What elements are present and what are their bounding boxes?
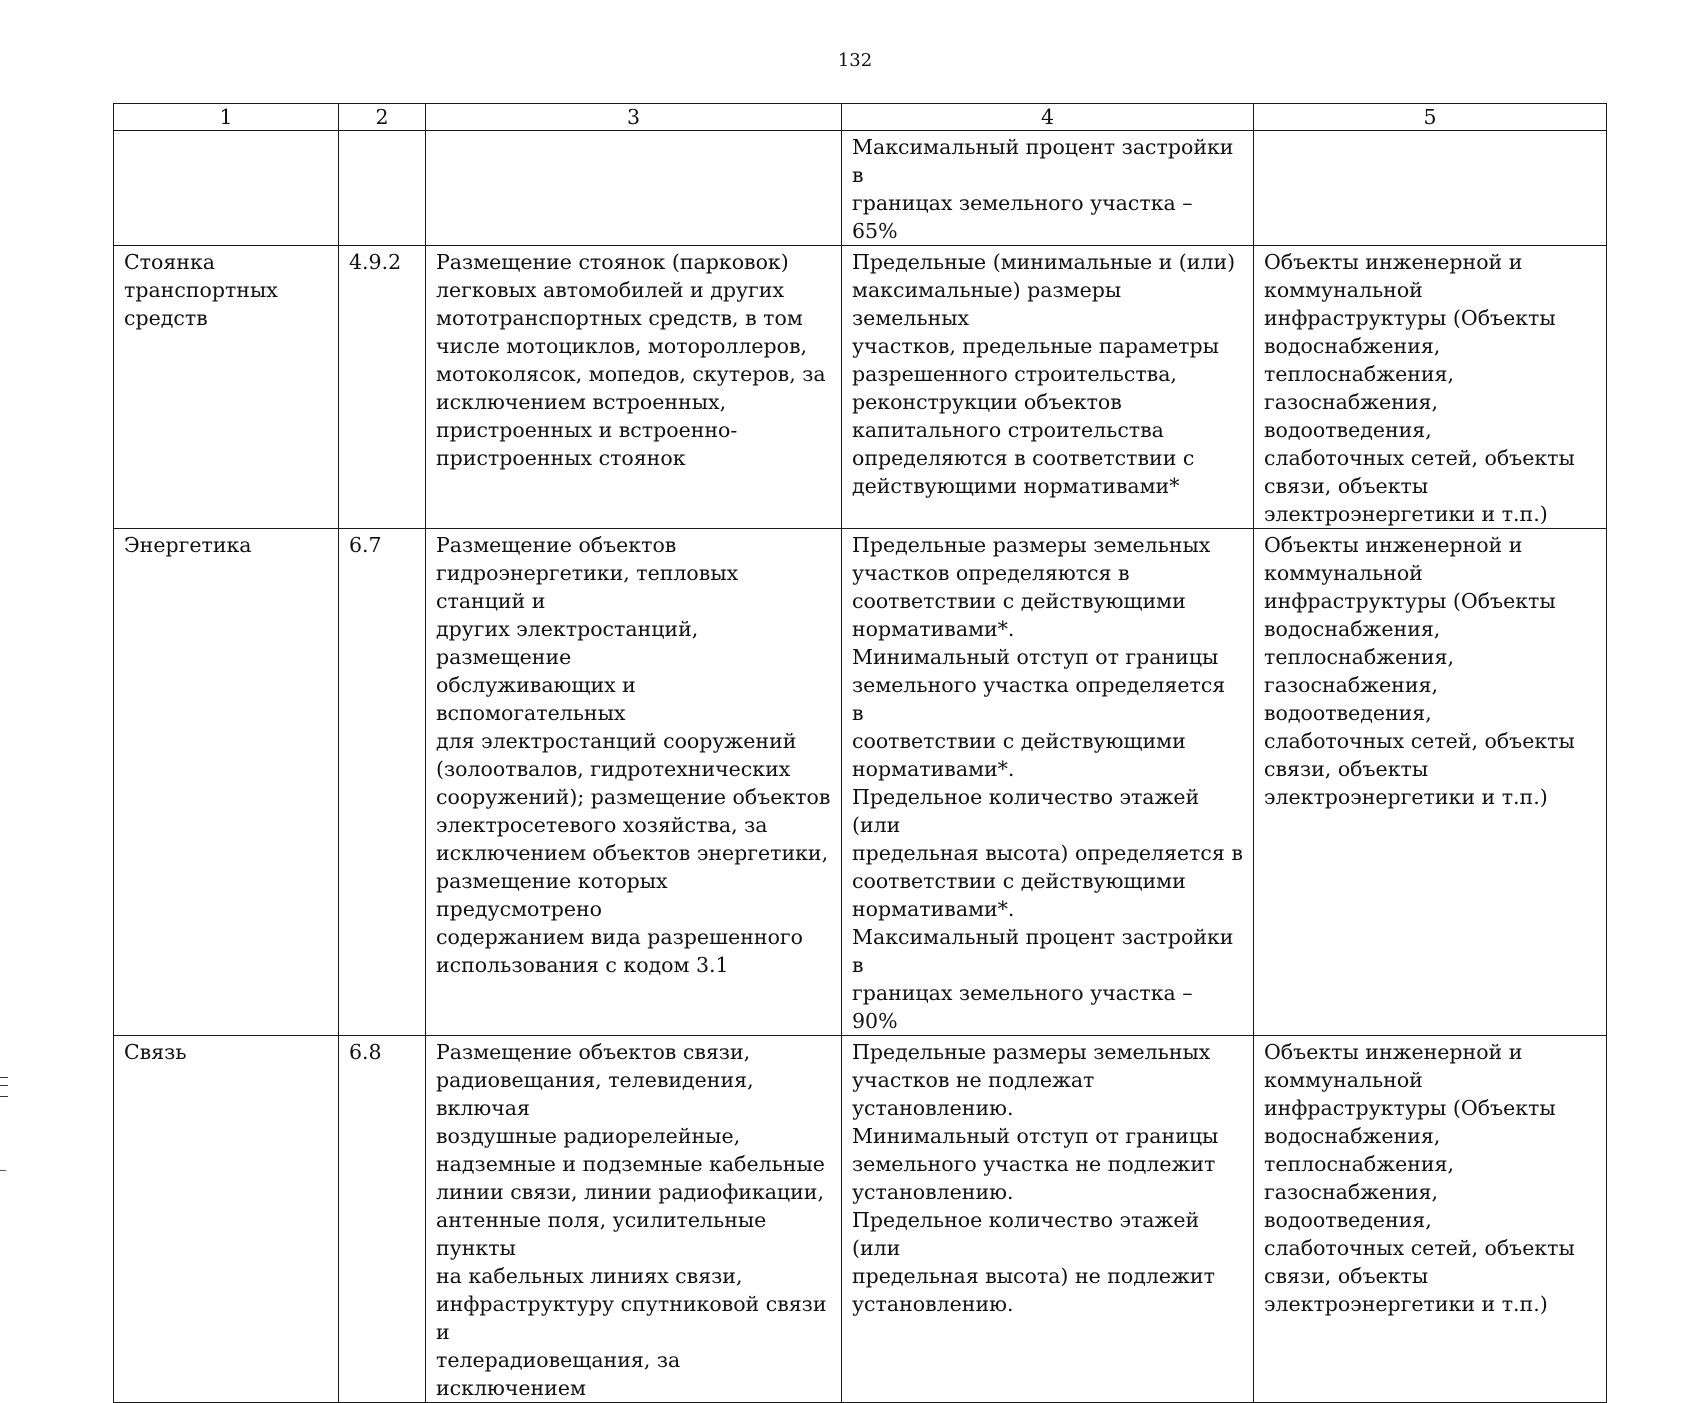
auxiliary-uses: Объекты инженерной и коммунальной инфраструктуры (Объекты водоснабжения, теплоснабжения, газоснабжения, водоотведения, слаботочных сетей, объекты связи, объекты электроэнергетики и т.п.) <box>1254 246 1607 529</box>
scan-margin-dash <box>0 1170 6 1171</box>
auxiliary-uses <box>1254 131 1607 246</box>
table-header-row <box>114 104 1607 131</box>
table-row <box>114 1036 1607 1403</box>
limit-parameters: Предельные размеры земельных участков не подлежат установлению. Минимальный отступ от границы земельного участка не подлежит установлению. Предельное количество этажей (или предельная высота) не подлежит установлению. <box>842 1036 1254 1403</box>
land-use-table <box>113 103 1607 1403</box>
use-type-code: 6.8 <box>339 1036 426 1403</box>
use-type-description <box>426 131 842 246</box>
table-row <box>114 131 1607 246</box>
column-header-1: 1 <box>114 104 339 131</box>
scan-margin-mark <box>0 1077 8 1097</box>
use-type-description: Размещение объектов гидроэнергетики, тепловых станций и других электростанций, размещение обслуживающих и вспомогательных для электростанций сооружений (золоотвалов, гидротехнических сооружений); размещение объектов электросетевого хозяйства, за исключением объектов энергетики, размещение которых предусмотрено содержанием вида разрешенного использования с кодом 3.1 <box>426 529 842 1036</box>
limit-parameters: Максимальный процент застройки в границах земельного участка – 65% <box>842 131 1254 246</box>
column-header-4: 4 <box>842 104 1254 131</box>
column-header-3: 3 <box>426 104 842 131</box>
use-type-code <box>339 131 426 246</box>
limit-parameters: Предельные размеры земельных участков определяются в соответствии с действующими нормативами*. Минимальный отступ от границы земельного участка определяется в соответствии с действующими нормативами*. Предельное количество этажей (или предельная высота) определяется в соответствии с действующими нормативами*. Максимальный процент застройки в границах земельного участка – 90% <box>842 529 1254 1036</box>
table-row <box>114 529 1607 1036</box>
use-type-name: Стоянка транспортных средств <box>114 246 339 529</box>
table-row <box>114 246 1607 529</box>
page-number: 132 <box>837 50 873 71</box>
use-type-name: Энергетика <box>114 529 339 1036</box>
use-type-name <box>114 131 339 246</box>
use-type-name: Связь <box>114 1036 339 1403</box>
auxiliary-uses: Объекты инженерной и коммунальной инфраструктуры (Объекты водоснабжения, теплоснабжения, газоснабжения, водоотведения, слаботочных сетей, объекты связи, объекты электроэнергетики и т.п.) <box>1254 1036 1607 1403</box>
auxiliary-uses: Объекты инженерной и коммунальной инфраструктуры (Объекты водоснабжения, теплоснабжения, газоснабжения, водоотведения, слаботочных сетей, объекты связи, объекты электроэнергетики и т.п.) <box>1254 529 1607 1036</box>
column-header-5: 5 <box>1254 104 1607 131</box>
use-type-description: Размещение объектов связи, радиовещания, телевидения, включая воздушные радиорелейные, надземные и подземные кабельные линии связи, линии радиофикации, антенные поля, усилительные пункты на кабельных линиях связи, инфраструктуру спутниковой связи и телерадиовещания, за исключением <box>426 1036 842 1403</box>
use-type-code: 4.9.2 <box>339 246 426 529</box>
use-type-code: 6.7 <box>339 529 426 1036</box>
use-type-description: Размещение стоянок (парковок) легковых автомобилей и других мототранспортных средств, в том числе мотоциклов, мотороллеров, мотоколясок, мопедов, скутеров, за исключением встроенных, пристроенных и встроенно- пристроенных стоянок <box>426 246 842 529</box>
limit-parameters: Предельные (минимальные и (или) максимальные) размеры земельных участков, предельные параметры разрешенного строительства, реконструкции объектов капитального строительства определяются в соответствии с действующими нормативами* <box>842 246 1254 529</box>
column-header-2: 2 <box>339 104 426 131</box>
